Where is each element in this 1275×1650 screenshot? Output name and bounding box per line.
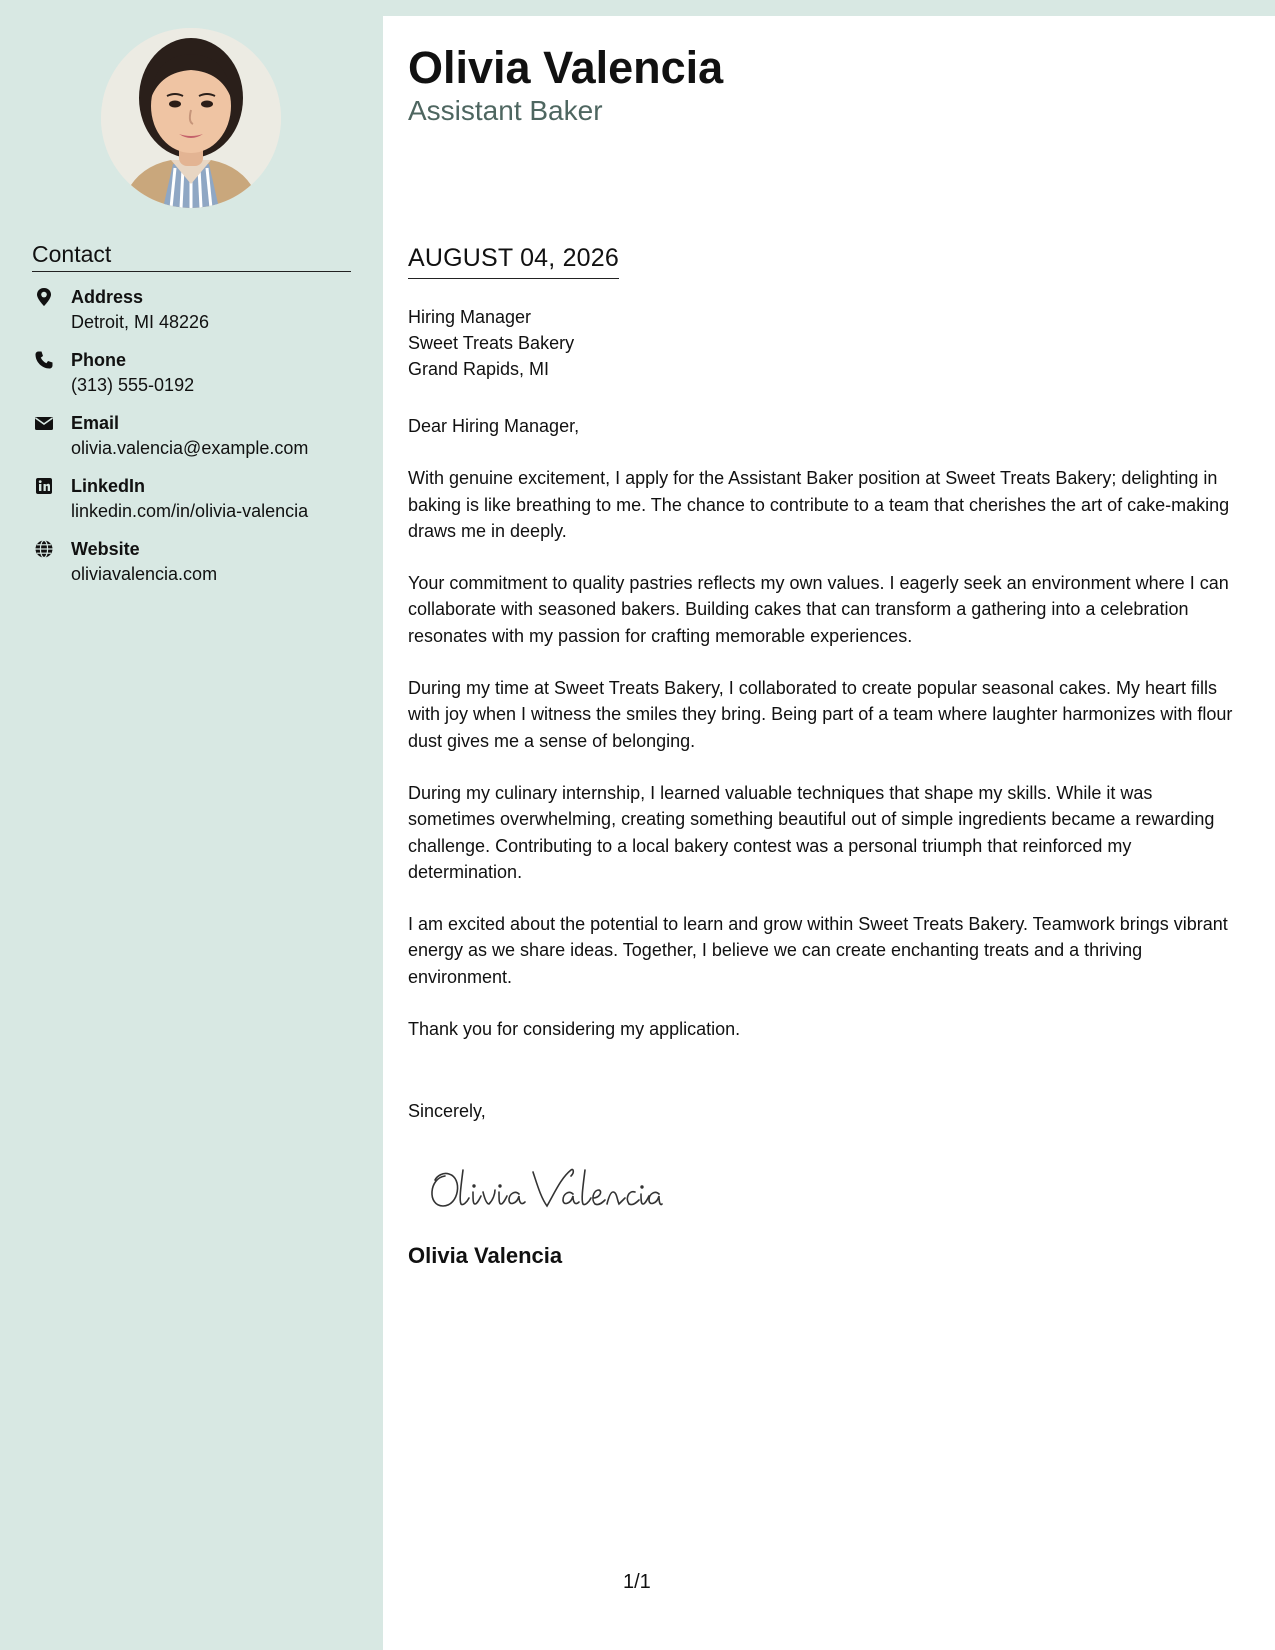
phone-icon [34, 350, 54, 370]
contact-label: Email [71, 413, 120, 433]
letter-content [408, 413, 1240, 1068]
letter-paragraph: I am excited about the potential to learn and grow within Sweet Treats Bakery. Teamwork brings vibrant energy as we share ideas. Together, I believe we can create enchanting treats and a thriving environment. [408, 914, 1228, 987]
map-pin-icon [34, 287, 54, 307]
contact-value: Detroit, MI 48226 [71, 312, 210, 332]
recipient-line: Grand Rapids, MI [408, 359, 550, 379]
contact-label: Address [71, 287, 144, 307]
website-link[interactable]: oliviavalencia.com [71, 564, 218, 584]
salutation: Dear Hiring Manager, [408, 416, 580, 436]
sidebar [0, 0, 383, 1650]
contact-phone [32, 348, 362, 411]
applicant-role: Assistant Baker [408, 95, 603, 126]
linkedin-icon [34, 476, 54, 496]
contact-address [32, 285, 362, 348]
envelope-icon [34, 413, 54, 433]
signed-name: Olivia Valencia [408, 1243, 563, 1268]
globe-icon [34, 539, 54, 559]
recipient-block [408, 304, 574, 382]
contact-email [32, 411, 362, 474]
handwritten-signature [423, 1156, 663, 1216]
linkedin-link[interactable]: linkedin.com/in/olivia-valencia [71, 501, 309, 521]
letter-paragraph: During my culinary internship, I learned valuable techniques that shape my skills. While it was sometimes overwhelming, creating something beautiful out of simple ingredients became a rewarding challenge. Contributing to a local bakery contest was a personal triumph that reinforced my determination. [408, 782, 1215, 882]
letter-body [383, 16, 1275, 1650]
recipient-line: Hiring Manager [408, 307, 532, 327]
contact-value: (313) 555-0192 [71, 375, 195, 395]
letter-paragraph: Thank you for considering my application. [408, 1019, 741, 1040]
letter-paragraph: During my time at Sweet Treats Bakery, I collaborated to create popular seasonal cakes. My heart fills with joy when I witness the smiles they bring. Being part of a team where laughter harmonizes with flour dust gives me a sense of belonging. [408, 678, 1233, 751]
closing: Sincerely, [408, 1101, 486, 1121]
contact-website [32, 537, 362, 600]
contact-label: Website [71, 539, 140, 559]
letter-paragraph: With genuine excitement, I apply for the Assistant Baker position at Sweet Treats Bakery; delighting in baking is like breathing to me. The chance to contribute to a team that cherishes the art of cake-making draws me in deeply. [408, 468, 1230, 541]
letter-date: AUGUST 04, 2026 [408, 243, 619, 279]
contact-list [32, 285, 362, 600]
letter-paragraph: Your commitment to quality pastries reflects my own values. I eagerly seek an environment where I can collaborate with seasoned bakers. Building cakes that can transform a gathering into a celebration resonates with my passion for crafting memorable experiences. [408, 573, 1229, 646]
contact-linkedin [32, 474, 362, 537]
contact-label: LinkedIn [71, 476, 146, 496]
contact-label: Phone [71, 350, 127, 370]
contact-heading: Contact [32, 240, 351, 272]
applicant-name: Olivia Valencia [408, 42, 724, 93]
page-number: 1/1 [623, 1571, 651, 1593]
profile-photo [101, 28, 281, 208]
recipient-line: Sweet Treats Bakery [408, 333, 575, 353]
email-link[interactable]: olivia.valencia@example.com [71, 438, 309, 458]
